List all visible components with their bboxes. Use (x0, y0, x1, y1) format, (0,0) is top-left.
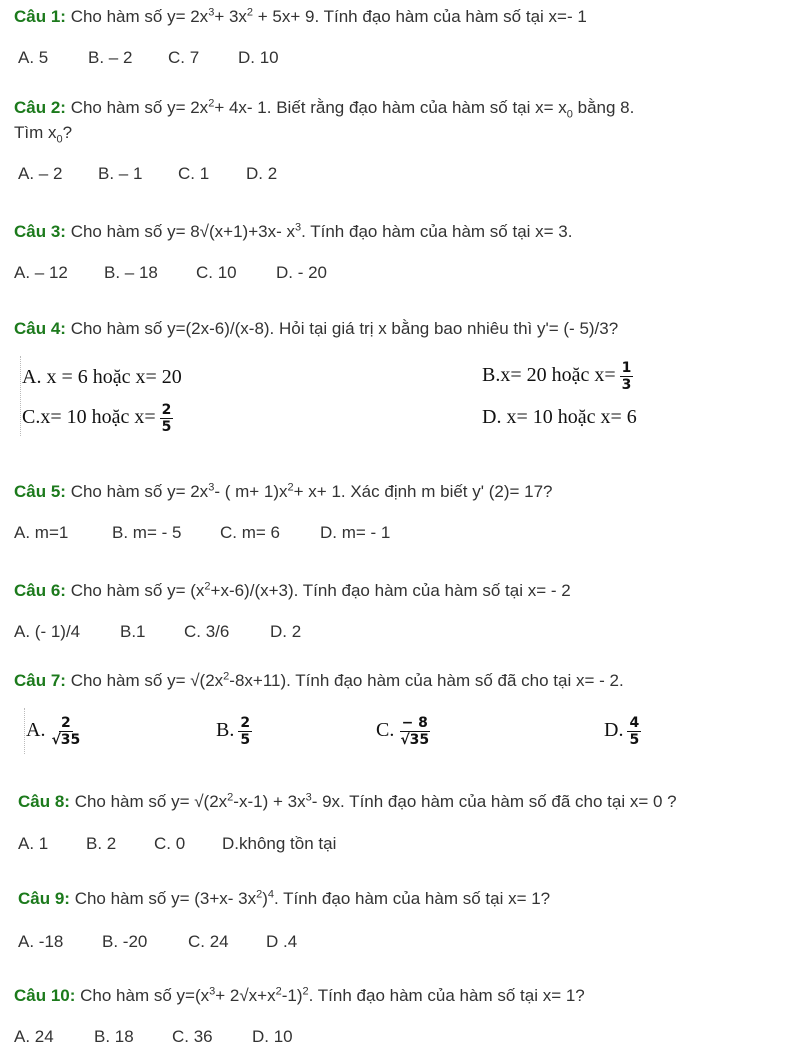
question-3: Câu 3: Cho hàm số y= 8√(x+1)+3x- $x^3$. Tính đạo hàm của hàm số tại x= 3. (14, 221, 573, 241)
question-4-label: Câu 4: (14, 319, 66, 338)
question-10-label: Câu 10: (14, 986, 76, 1005)
question-8: Câu 8: Cho hàm số $y= √(2x^2-x-1) + 3x^3-$ 9x. Tính đạo hàm của hàm số đã cho tại x= 0 ? (18, 791, 677, 811)
q9-answer-c[interactable]: C. 24 (188, 932, 229, 951)
q2-answer-b[interactable]: B. – 1 (98, 164, 143, 183)
answer-box-border (24, 708, 25, 754)
q5-answer-b[interactable]: B. m= - 5 (112, 523, 182, 542)
q4-answer-d[interactable]: D. x= 10 hoặc x= 6 (482, 406, 637, 428)
q3-answer-a[interactable]: A. – 12 (14, 263, 68, 282)
question-4: Câu 4: Cho hàm số y=(2x-6)/(x-8). Hỏi tại giá trị x bằng bao nhiêu thì y'= (- 5)/3? (14, 319, 619, 338)
q3-answer-b[interactable]: B. – 18 (104, 263, 158, 282)
q7-answer-c[interactable]: C. $\frac{- 8}{√35}$ (376, 714, 430, 748)
q5-answer-d[interactable]: D. m= - 1 (320, 523, 391, 542)
question-9-label: Câu 9: (18, 889, 70, 908)
question-9: Câu 9: Cho hàm số y= (3+x- $3x^2)^4$. Tính đạo hàm của hàm số tại x= 1? (18, 888, 551, 908)
q2-answer-c[interactable]: C. 1 (178, 164, 210, 183)
q5-answer-a[interactable]: A. m=1 (14, 523, 69, 542)
q8-answer-a[interactable]: A. 1 (18, 834, 49, 853)
q7-answer-d[interactable]: D. $\frac{4}{5}$ (604, 714, 640, 748)
q4-answer-c[interactable]: C.x= 10 hoặc x= $\frac{2}{5}$ (22, 401, 172, 435)
question-3-label: Câu 3: (14, 222, 66, 241)
question-7: Câu 7: Cho hàm số $y= √(2x^2-8x+11)$. Tính đạo hàm của hàm số đã cho tại x= - 2. (14, 670, 624, 690)
q7-answer-b[interactable]: B. $\frac{2}{5}$ (216, 714, 251, 748)
q4-answer-b[interactable]: B.x= 20 hoặc x= $\frac{1}{3}$ (482, 359, 632, 393)
q10-answer-a[interactable]: A. 24 (14, 1027, 54, 1046)
q3-answer-d[interactable]: D. - 20 (276, 263, 328, 282)
answer-box-border (20, 356, 21, 436)
q9-answer-b[interactable]: B. -20 (102, 932, 148, 951)
q3-answer-c[interactable]: C. 10 (196, 263, 237, 282)
question-1-label: Câu 1: (14, 7, 66, 26)
question-2-label: Câu 2: (14, 98, 66, 117)
q1-answer-b[interactable]: B. – 2 (88, 48, 133, 67)
q6-answer-c[interactable]: C. 3/6 (184, 622, 230, 641)
question-2: Câu 2: Cho hàm số $y= 2x^2+ 4x-$ 1. Biết rằng đạo hàm của hàm số tại $x= x_0$ bằng 8. (14, 97, 635, 121)
q8-answer-b[interactable]: B. 2 (86, 834, 117, 853)
q8-answer-c[interactable]: C. 0 (154, 834, 186, 853)
q6-answer-d[interactable]: D. 2 (270, 622, 302, 641)
question-6: Câu 6: Cho hàm số $y= (x^2+x-6)/(x+3)$. Tính đạo hàm của hàm số tại x= - 2 (14, 580, 571, 600)
q9-answer-a[interactable]: A. -18 (18, 932, 64, 951)
question-1: Câu 1: Cho hàm số $y= 2x^3+ 3x^2 + 5x+ 9$. Tính đạo hàm của hàm số tại x=- 1 (14, 6, 587, 26)
q1-answer-a[interactable]: A. 5 (18, 48, 49, 67)
q6-answer-a[interactable]: A. (- 1)/4 (14, 622, 81, 641)
q7-answer-a[interactable]: A. $\frac{2}{√35}$ (26, 714, 81, 748)
q1-answer-c[interactable]: C. 7 (168, 48, 200, 67)
question-2-line2: Tìm $x_0$? (14, 123, 73, 146)
question-5: Câu 5: Cho hàm số $y= 2x^3-$ ( $m+ 1)x^2+ x+ 1$. Xác định m biết y' (2)= 17? (14, 481, 553, 501)
q9-answer-d[interactable]: D .4 (266, 932, 298, 951)
question-6-label: Câu 6: (14, 581, 66, 600)
question-7-label: Câu 7: (14, 671, 66, 690)
q2-answer-a[interactable]: A. – 2 (18, 164, 63, 183)
q10-answer-c[interactable]: C. 36 (172, 1027, 213, 1046)
q4-answer-a[interactable]: A. x = 6 hoặc x= 20 (22, 366, 182, 388)
question-8-label: Câu 8: (18, 792, 70, 811)
q8-answer-d[interactable]: D.không tồn tại (222, 834, 337, 853)
question-10: Câu 10: Cho hàm số $y=(x^3+ 2√x+x^2-1)^2$. Tính đạo hàm của hàm số tại x= 1? (14, 985, 585, 1005)
q6-answer-b[interactable]: B.1 (120, 622, 146, 641)
q5-answer-c[interactable]: C. m= 6 (220, 523, 280, 542)
q2-answer-d[interactable]: D. 2 (246, 164, 278, 183)
question-5-label: Câu 5: (14, 482, 66, 501)
q10-answer-b[interactable]: B. 18 (94, 1027, 134, 1046)
q10-answer-d[interactable]: D. 10 (252, 1027, 293, 1046)
q1-answer-d[interactable]: D. 10 (238, 48, 279, 67)
